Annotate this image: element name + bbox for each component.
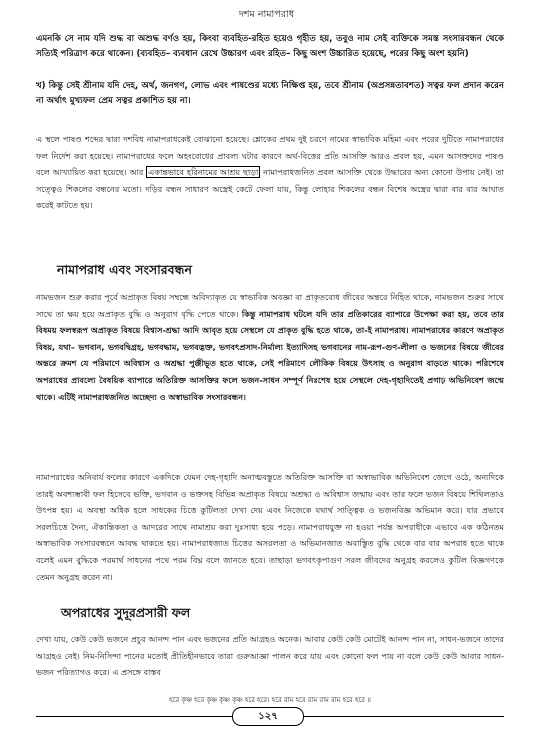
page-number: ১২৭ — [232, 707, 304, 726]
paragraph-6: দেখা যায়, কেউ কেউ ভজনে প্রচুর আনন্দ পান এবং ভজনের প্রতি আগ্রহও অনেক। আবার কেউ কেউ মোটেই আনন্দ পান না, সাধন-ভজনে তাদের আগ্রহও নেই। নিম-নিসিন্দা পানের মতোই প্রীতিহীনভাবে তারা গুরুআজ্ঞা পালন করে যায় এবং কোনো ফল পায় না বলে কেউ কেউ আবার সাধন-ভজন পরিত্যাগও করে। এ প্রসঙ্গে বাস্তব — [36, 634, 504, 678]
paragraph-4-normal: নামভজন শুরু করার পূর্বে অপ্রাকৃত বিষয় সম্বন্ধে অবিদ্যাকৃত যে স্বাভাবিক অবজ্ঞা বা প্রাকৃতবোধ জীবের অন্তরে নিহিত থাকে, নামভজন শুরুর সাথে সাথে তা ক্ষয় হয়ে অপ্রাকৃত বুদ্ধি ও অনুরাগ বৃদ্ধি পেতে থাকে। — [36, 292, 504, 319]
paragraph-3-end: নামাপরাধজনিত প্রবল আসক্তি থেকে উদ্ধারের অন্য কোনো উপায় নেই। তা সত্ত্বেও শিকলের বন্ধনের মতো। দড়ির বন্ধন সাধারণ অস্ত্রেই কেটে ফেলা যায়, কিন্তু লোহার শিকলের বন্ধন বিশেষ অস্ত্রের দ্বারা বার বার আঘাত করেই কাটতে হয়। — [36, 167, 505, 211]
paragraph-4 — [36, 289, 504, 405]
section-heading-far-reaching-effect: অপরাধের সুদূরপ্রসারী ফল — [61, 605, 191, 620]
paragraph-3-start: এ স্থলে পাষণ্ড শব্দের দ্বারা দশবিধ নামাপরাধকেই বোঝানো হয়েছে। শ্লোকের প্রথম দুই চরণে নামের স্বাভাবিক মহিমা এবং পরের দুটিতে নামাপরাধের ফল নির্দেশ করা হয়েছে। নামাপরাধের ফলে অহংবোধের প্রাবল্য ঘটার কারণে অর্থ-বিত্তের প্রতি আসক্তি আরও প্রবল হয়, এমন আসক্তদের পাষণ্ড বলে আখ্যায়িত করা হয়েছে। আর — [36, 134, 504, 178]
footer-rule-left — [36, 716, 232, 717]
paragraph-4-bold: কিন্তু নামাপরাধ ঘটলে যদি তার প্রতিকারের ব্যাপারে উপেক্ষা করা হয়, তবে তার বিষময় ফলস্বরূপ অপ্রাকৃত বিষয়ে বিশ্বাস-শ্রদ্ধা আদি আবৃত হয়ে সেস্থলে যে প্রাকৃত বুদ্ধি হতে থাকে, তা-ই নামাপরাধ। নামাপরাধের কারণে অপ্রাকৃত বিষয়, যথা– ভগবান, ভগবদ্বিগ্রহ, ভগবদ্ধাম, ভগবদ্ভক্ত, ভগবৎপ্রসাদ-নির্মাল্য ইত্যাদিসহ ভগবানের নাম-রূপ-গুণ-লীলা ও ভজনের বিষয়ে জীবের অন্তরে ক্রমশ যে পরিমাণে অবিশ্বাস ও অশ্রদ্ধা পুঞ্জীভূত হতে থাকে, সেই পরিমাণে লৌকিক বিষয়ে উৎসাহ ও অনুরাগ বাড়তে থাকে। পরিশেষে অপরাধের প্রাবল্যে বৈষয়িক ব্যাপারে অতিরিক্ত আসক্তির ফলে ভজন-সাধন সম্পূর্ণ নিঃশেষ হয়ে সেস্থলে দেহ-গৃহাদিতেই প্রগাঢ় অভিনিবেশ জন্মে থাকে। এটিই নামাপরাধজনিত অচ্ছেদ্য ও অস্বাভাবিক সংসারবন্ধন। — [36, 308, 504, 402]
running-header: দশম নামাপরাধ — [238, 9, 295, 20]
paragraph-2: খ) কিন্তু সেই শ্রীনাম যদি দেহ, অর্থ, জনগণ, লোভ এবং পাষণ্ডের মধ্যে নিক্ষিপ্ত হয়, তবে শ্রীনাম (অপ্রসন্নতাবশত) সত্বর ফল প্রদান করেন না অর্থাৎ মুখ্যফল প্রেম সত্বর প্রকাশিত হয় না। — [36, 81, 504, 106]
footer-mantra: হরে কৃষ্ণ হরে কৃষ্ণ কৃষ্ণ কৃষ্ণ হরে হরে। হরে রাম হরে রাম রাম রাম হরে হরে ॥ — [169, 696, 371, 704]
paragraph-1: এমনকি সে নাম যদি শুদ্ধ বা অশুদ্ধ বর্ণও হয়, কিংবা ব্যবহিত-রহিত হয়েও গৃহীত হয়, তবুও নাম সেই ব্যক্তিকে সমস্ত সংসারবন্ধন থেকে সত্যিই পরিত্রাণ করে থাকেন। (ব্যবহিত– ব্যবধান রেখে উচ্চারণ এবং রহিত– কিছু অংশ উচ্চারিত হয়েছে, পরের কিছু অংশ হয়নি) — [36, 34, 504, 59]
footer-rule-right — [302, 716, 504, 717]
section-heading-samsara-bondage: নামাপরাধ এবং সংসারবন্ধন — [57, 262, 192, 277]
boxed-phrase: একান্তভাবে হরিনামের আশ্রয় ছাড়া — [148, 167, 259, 178]
paragraph-3 — [36, 131, 504, 214]
paragraph-5: নামাপরাধের অনিবার্য ফলের কারণে একদিকে যেমন দেহ-গৃহাদি অনাত্মবস্তুতে অতিরিক্ত আসক্তি বা অস্বাভাবিক অভিনিবেশ জেগে ওঠে, অন্যদিকে তারই অবশ্যম্ভাবী ফল হিসেবে ভক্তি, ভগবান ও ভক্তসহ বিভিন্ন অপ্রাকৃত বিষয়ে অশ্রদ্ধা ও অবিশ্বাস জন্মায় এবং তার ফলে ভজন বিষয়ে শিথিলতাও উৎপন্ন হয়। এ অবস্থা অধিক হলে সাধকের চিত্তে কুটিলতা দেখা দেয় এবং নিজেকে যথার্থ সাত্ত্বিক ও ভজনবিজ্ঞ অভিমান করে। যার প্রভাবে সরলচিত্তে দৈন্য, ঐকান্তিকতা ও আদরের সাথে নামাশ্রয় করা দুঃসাধ্য হয়ে পড়ে। নামাপরাধযুক্ত না হওয়া পর্যন্ত অপরাধীকে এভাবে এক কঠিনতম অস্বাভাবিক সংসারবন্ধনে আবদ্ধ থাকতে হয়। নামাপরাধজাত চিত্তের অসরলতা ও অভিমানজাত অবাস্তুিত বুদ্ধি থেকে বার বার অপরাধ হতে থাকে বলেই এমন বুদ্ধিকে পরমার্থ সাধনের পথে পরম বিঘ্ন বলে জানতে হবে। তাছাড়া ভগবৎকৃপাগুণ সরল জীবদের অনুগ্রহ করলেও কুটিল বিজ্ঞগণকে তেমন অনুগ্রহ করেন না। — [36, 472, 504, 582]
